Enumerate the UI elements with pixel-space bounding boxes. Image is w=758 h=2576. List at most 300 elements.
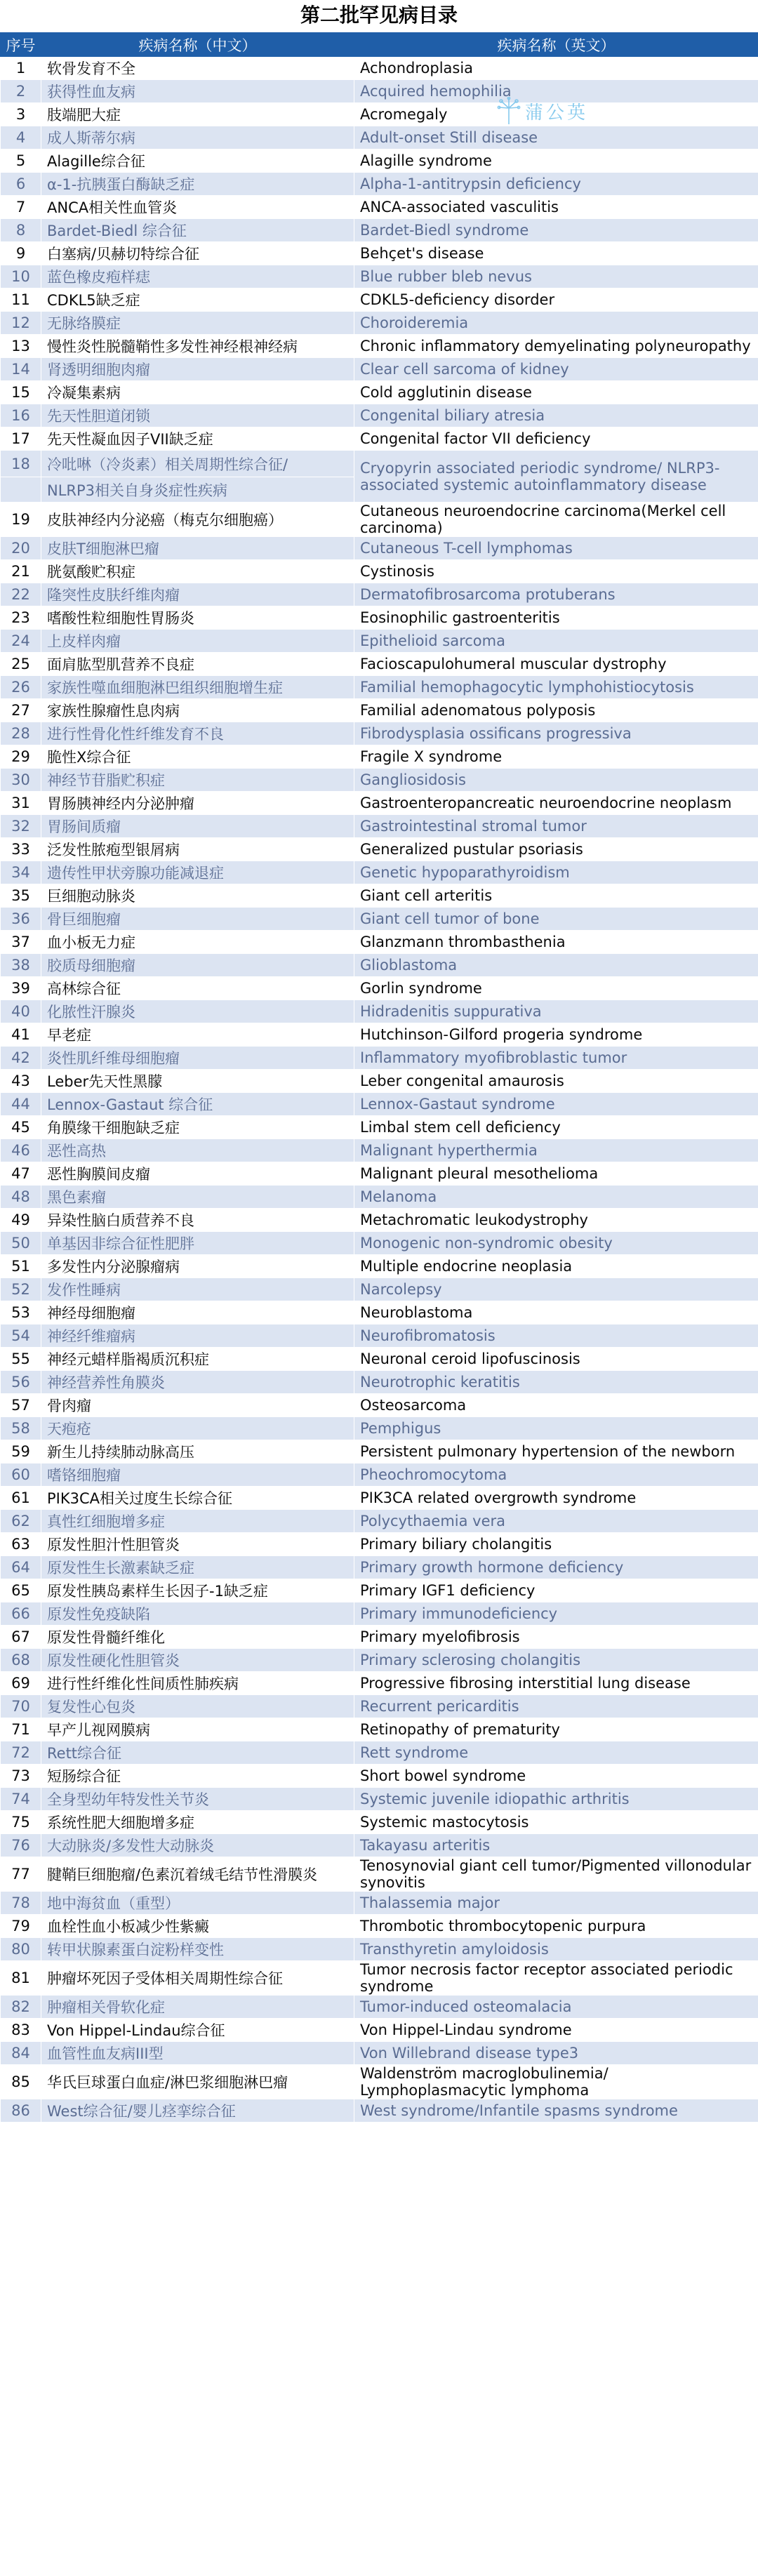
row-number: 56 <box>1 1371 41 1394</box>
row-number: 85 <box>1 2065 41 2099</box>
disease-name-chinese: 地中海贫血（重型） <box>41 1892 354 1915</box>
row-number: 2 <box>1 80 41 103</box>
disease-name-chinese: 恶性高热 <box>41 1139 354 1162</box>
disease-name-english: Glanzmann thrombasthenia <box>354 931 758 954</box>
disease-name-chinese: 胶质母细胞瘤 <box>41 954 354 977</box>
disease-name-chinese: CDKL5缺乏症 <box>41 288 354 312</box>
disease-name-chinese: 腱鞘巨细胞瘤/色素沉着绒毛结节性滑膜炎 <box>41 1857 354 1892</box>
row-number: 41 <box>1 1023 41 1047</box>
row-number: 82 <box>1 1996 41 2019</box>
row-number: 23 <box>1 606 41 630</box>
disease-name-english: Narcolepsy <box>354 1278 758 1301</box>
disease-name-english: Takayasu arteritis <box>354 1834 758 1857</box>
disease-name-english: Gangliosidosis <box>354 769 758 792</box>
table-row <box>1 381 758 404</box>
disease-name-english: Thrombotic thrombocytopenic purpura <box>354 1915 758 1938</box>
table-row <box>1 1186 758 1209</box>
table-row <box>1 1811 758 1834</box>
disease-name-english: Osteosarcoma <box>354 1394 758 1417</box>
table-row <box>1 792 758 815</box>
disease-name-english: Choroideremia <box>354 312 758 335</box>
disease-name-chinese: 脆性X综合征 <box>41 745 354 769</box>
table-row <box>1 1649 758 1672</box>
disease-name-english: Thalassemia major <box>354 1892 758 1915</box>
row-number: 44 <box>1 1093 41 1116</box>
disease-name-chinese: 面肩肱型肌营养不良症 <box>41 653 354 676</box>
row-number: 20 <box>1 537 41 560</box>
row-number: 36 <box>1 908 41 931</box>
disease-name-chinese: 原发性免疫缺陷 <box>41 1602 354 1626</box>
table-body <box>1 57 758 2123</box>
table-row <box>1 1324 758 1348</box>
table-row <box>1 265 758 288</box>
disease-name-english: Facioscapulohumeral muscular dystrophy <box>354 653 758 676</box>
disease-name-english: Dermatofibrosarcoma protuberans <box>354 583 758 606</box>
disease-name-chinese: α-1-抗胰蛋白酶缺乏症 <box>41 173 354 196</box>
disease-name-english: Transthyretin amyloidosis <box>354 1938 758 1961</box>
row-number: 11 <box>1 288 41 312</box>
row-number: 38 <box>1 954 41 977</box>
row-number: 53 <box>1 1301 41 1324</box>
row-number: 19 <box>1 503 41 537</box>
disease-name-chinese: 新生儿持续肺动脉高压 <box>41 1440 354 1463</box>
table-row <box>1 173 758 196</box>
disease-name-english: Multiple endocrine neoplasia <box>354 1255 758 1278</box>
disease-name-english: CDKL5-deficiency disorder <box>354 288 758 312</box>
row-number: 78 <box>1 1892 41 1915</box>
table-row <box>1 219 758 242</box>
table-row <box>1 1487 758 1510</box>
table-row <box>1 1255 758 1278</box>
disease-name-english: Limbal stem cell deficiency <box>354 1116 758 1139</box>
row-number: 54 <box>1 1324 41 1348</box>
table-row <box>1 2042 758 2065</box>
disease-name-chinese-continuation: NLRP3相关自身炎症性疾病 <box>41 477 354 503</box>
disease-name-english: Metachromatic leukodystrophy <box>354 1209 758 1232</box>
disease-name-chinese: Alagille综合征 <box>41 150 354 173</box>
table-row <box>1 1938 758 1961</box>
disease-name-english: Acquired hemophilia <box>354 80 758 103</box>
table-row <box>1 653 758 676</box>
disease-name-chinese: 皮肤神经内分泌癌（梅克尔细胞癌） <box>41 503 354 537</box>
disease-name-chinese: 肢端肥大症 <box>41 103 354 126</box>
disease-name-english: Eosinophilic gastroenteritis <box>354 606 758 630</box>
table-row <box>1 1602 758 1626</box>
disease-name-english: Gastroenteropancreatic neuroendocrine neoplasm <box>354 792 758 815</box>
table-row <box>1 1348 758 1371</box>
disease-name-english: Tenosynovial giant cell tumor/Pigmented villonodular synovitis <box>354 1857 758 1892</box>
disease-name-english: Congenital biliary atresia <box>354 404 758 427</box>
disease-name-english: Giant cell tumor of bone <box>354 908 758 931</box>
disease-name-english: Neuroblastoma <box>354 1301 758 1324</box>
row-number: 66 <box>1 1602 41 1626</box>
row-number: 35 <box>1 884 41 908</box>
table-row <box>1 1765 758 1788</box>
disease-name-english: Monogenic non-syndromic obesity <box>354 1232 758 1255</box>
table-row <box>1 884 758 908</box>
row-number: 73 <box>1 1765 41 1788</box>
table-row <box>1 1695 758 1718</box>
table-row <box>1 1371 758 1394</box>
disease-name-english: Blue rubber bleb nevus <box>354 265 758 288</box>
table-row <box>1 1232 758 1255</box>
table-row <box>1 1892 758 1915</box>
disease-name-chinese: PIK3CA相关过度生长综合征 <box>41 1487 354 1510</box>
table-row <box>1 1463 758 1487</box>
disease-name-chinese: 软骨发育不全 <box>41 57 354 80</box>
table-row <box>1 2099 758 2123</box>
table-row <box>1 288 758 312</box>
row-number: 59 <box>1 1440 41 1463</box>
disease-name-english: Pheochromocytoma <box>354 1463 758 1487</box>
row-number-empty <box>1 477 41 503</box>
disease-name-chinese: 胱氨酸贮积症 <box>41 560 354 583</box>
row-number: 16 <box>1 404 41 427</box>
disease-name-chinese: 华氏巨球蛋白血症/淋巴浆细胞淋巴瘤 <box>41 2065 354 2099</box>
table-row <box>1 1278 758 1301</box>
table-row <box>1 1996 758 2019</box>
table-row <box>1 1579 758 1602</box>
disease-name-english: Malignant hyperthermia <box>354 1139 758 1162</box>
disease-name-english: Giant cell arteritis <box>354 884 758 908</box>
disease-name-english: Melanoma <box>354 1186 758 1209</box>
page-title: 第二批罕见病目录 <box>300 4 458 27</box>
table-row <box>1 150 758 173</box>
row-number: 67 <box>1 1626 41 1649</box>
disease-name-chinese: 原发性胆汁性胆管炎 <box>41 1533 354 1556</box>
disease-name-english: Primary growth hormone deficiency <box>354 1556 758 1579</box>
disease-name-english: Bardet-Biedl syndrome <box>354 219 758 242</box>
disease-name-english: Rett syndrome <box>354 1741 758 1765</box>
disease-name-english: Acromegaly <box>354 103 758 126</box>
row-number: 18 <box>1 451 41 477</box>
disease-name-chinese: 全身型幼年特发性关节炎 <box>41 1788 354 1811</box>
table-row <box>1 699 758 722</box>
disease-name-chinese: 转甲状腺素蛋白淀粉样变性 <box>41 1938 354 1961</box>
row-number: 17 <box>1 427 41 451</box>
disease-name-english: Hutchinson-Gilford progeria syndrome <box>354 1023 758 1047</box>
disease-name-english: Systemic mastocytosis <box>354 1811 758 1834</box>
row-number: 65 <box>1 1579 41 1602</box>
table-row <box>1 1626 758 1649</box>
disease-name-chinese: Leber先天性黑朦 <box>41 1070 354 1093</box>
disease-name-english: Achondroplasia <box>354 57 758 80</box>
disease-name-chinese: 早老症 <box>41 1023 354 1047</box>
disease-name-chinese: 肾透明细胞肉瘤 <box>41 358 354 381</box>
row-number: 48 <box>1 1186 41 1209</box>
row-number: 61 <box>1 1487 41 1510</box>
disease-name-chinese: 肿瘤坏死因子受体相关周期性综合征 <box>41 1961 354 1996</box>
table-row <box>1 2019 758 2042</box>
table-row <box>1 1857 758 1892</box>
row-number: 49 <box>1 1209 41 1232</box>
table-row <box>1 103 758 126</box>
row-number: 86 <box>1 2099 41 2123</box>
row-number: 57 <box>1 1394 41 1417</box>
disease-name-english: Leber congenital amaurosis <box>354 1070 758 1093</box>
disease-name-chinese: 早产儿视网膜病 <box>41 1718 354 1741</box>
disease-name-english: Familial hemophagocytic lymphohistiocytosis <box>354 676 758 699</box>
row-number: 74 <box>1 1788 41 1811</box>
disease-name-chinese: 系统性肥大细胞增多症 <box>41 1811 354 1834</box>
row-number: 75 <box>1 1811 41 1834</box>
disease-name-chinese: 神经纤维瘤病 <box>41 1324 354 1348</box>
disease-name-chinese: 血管性血友病III型 <box>41 2042 354 2065</box>
table-row <box>1 1533 758 1556</box>
row-number: 50 <box>1 1232 41 1255</box>
disease-name-english: Alpha-1-antitrypsin deficiency <box>354 173 758 196</box>
disease-name-english: ANCA-associated vasculitis <box>354 196 758 219</box>
row-number: 6 <box>1 173 41 196</box>
disease-name-chinese: ANCA相关性血管炎 <box>41 196 354 219</box>
disease-name-chinese: Bardet-Biedl 综合征 <box>41 219 354 242</box>
table-row <box>1 1139 758 1162</box>
table-row <box>1 977 758 1000</box>
table-row <box>1 196 758 219</box>
disease-name-chinese: 短肠综合征 <box>41 1765 354 1788</box>
dandelion-icon <box>497 97 521 125</box>
disease-name-chinese: 发作性睡病 <box>41 1278 354 1301</box>
table-row <box>1 242 758 265</box>
table-row <box>1 1961 758 1996</box>
row-number: 22 <box>1 583 41 606</box>
disease-name-chinese: West综合征/婴儿痉挛综合征 <box>41 2099 354 2123</box>
row-number: 76 <box>1 1834 41 1857</box>
row-number: 81 <box>1 1961 41 1996</box>
disease-name-chinese: 冷吡啉（冷炎素）相关周期性综合征/ <box>41 451 354 477</box>
row-number: 32 <box>1 815 41 838</box>
table-row <box>1 1070 758 1093</box>
disease-name-english: Neurotrophic keratitis <box>354 1371 758 1394</box>
disease-name-english: Genetic hypoparathyroidism <box>354 861 758 884</box>
row-number: 4 <box>1 126 41 150</box>
disease-name-chinese: 巨细胞动脉炎 <box>41 884 354 908</box>
row-number: 37 <box>1 931 41 954</box>
table-row <box>1 1116 758 1139</box>
disease-name-english: Epithelioid sarcoma <box>354 630 758 653</box>
table-row <box>1 1440 758 1463</box>
disease-name-chinese: 家族性腺瘤性息肉病 <box>41 699 354 722</box>
table-row <box>1 451 758 477</box>
disease-name-english: Gorlin syndrome <box>354 977 758 1000</box>
table-row <box>1 954 758 977</box>
disease-name-chinese: 真性红细胞增多症 <box>41 1510 354 1533</box>
disease-name-chinese: 黑色素瘤 <box>41 1186 354 1209</box>
table-row <box>1 1510 758 1533</box>
row-number: 72 <box>1 1741 41 1765</box>
disease-name-english: Chronic inflammatory demyelinating polyneuropathy <box>354 335 758 358</box>
disease-name-chinese: 原发性骨髓纤维化 <box>41 1626 354 1649</box>
disease-name-chinese: 胃肠胰神经内分泌肿瘤 <box>41 792 354 815</box>
table-row <box>1 583 758 606</box>
table-row <box>1 537 758 560</box>
table-header-row <box>1 33 758 57</box>
row-number: 27 <box>1 699 41 722</box>
table-row <box>1 1718 758 1741</box>
table-row <box>1 908 758 931</box>
table-row <box>1 1834 758 1857</box>
disease-name-chinese: 天疱疮 <box>41 1417 354 1440</box>
disease-name-english: Short bowel syndrome <box>354 1765 758 1788</box>
row-number: 84 <box>1 2042 41 2065</box>
disease-name-english: Persistent pulmonary hypertension of the newborn <box>354 1440 758 1463</box>
row-number: 60 <box>1 1463 41 1487</box>
row-number: 51 <box>1 1255 41 1278</box>
row-number: 33 <box>1 838 41 861</box>
row-number: 28 <box>1 722 41 745</box>
disease-name-chinese: Rett综合征 <box>41 1741 354 1765</box>
disease-name-chinese: 原发性胰岛素样生长因子-1缺乏症 <box>41 1579 354 1602</box>
disease-name-english: Alagille syndrome <box>354 150 758 173</box>
disease-name-english: Behçet's disease <box>354 242 758 265</box>
disease-name-english: Systemic juvenile idiopathic arthritis <box>354 1788 758 1811</box>
disease-name-english: Malignant pleural mesothelioma <box>354 1162 758 1186</box>
row-number: 25 <box>1 653 41 676</box>
disease-name-chinese: 嗜酸性粒细胞性胃肠炎 <box>41 606 354 630</box>
table-row <box>1 1556 758 1579</box>
disease-name-english: Von Hippel-Lindau syndrome <box>354 2019 758 2042</box>
row-number: 64 <box>1 1556 41 1579</box>
disease-name-english: Cryopyrin associated periodic syndrome/ NLRP3-associated systemic autoinflammatory disease <box>354 451 758 503</box>
disease-name-chinese: 恶性胸膜间皮瘤 <box>41 1162 354 1186</box>
disease-name-chinese: 获得性血友病 <box>41 80 354 103</box>
disease-name-chinese: Lennox-Gastaut 综合征 <box>41 1093 354 1116</box>
row-number: 5 <box>1 150 41 173</box>
row-number: 7 <box>1 196 41 219</box>
table-row <box>1 1788 758 1811</box>
row-number: 26 <box>1 676 41 699</box>
disease-name-chinese: 胃肠间质瘤 <box>41 815 354 838</box>
disease-name-chinese: 成人斯蒂尔病 <box>41 126 354 150</box>
row-number: 62 <box>1 1510 41 1533</box>
row-number: 52 <box>1 1278 41 1301</box>
table-row <box>1 838 758 861</box>
table-row <box>1 404 758 427</box>
disease-name-chinese: 神经母细胞瘤 <box>41 1301 354 1324</box>
disease-name-chinese: 先天性胆道闭锁 <box>41 404 354 427</box>
disease-name-english: Primary IGF1 deficiency <box>354 1579 758 1602</box>
header-chinese-name: 疾病名称（中文） <box>41 33 354 57</box>
disease-name-english: Fibrodysplasia ossificans progressiva <box>354 722 758 745</box>
row-number: 42 <box>1 1047 41 1070</box>
disease-name-english: Recurrent pericarditis <box>354 1695 758 1718</box>
row-number: 45 <box>1 1116 41 1139</box>
row-number: 47 <box>1 1162 41 1186</box>
disease-name-chinese: 进行性纤维化性间质性肺疾病 <box>41 1672 354 1695</box>
disease-name-english: Fragile X syndrome <box>354 745 758 769</box>
disease-name-english: Cold agglutinin disease <box>354 381 758 404</box>
row-number: 29 <box>1 745 41 769</box>
disease-name-english: Adult-onset Still disease <box>354 126 758 150</box>
disease-name-english: Von Willebrand disease type3 <box>354 2042 758 2065</box>
disease-name-chinese: 单基因非综合征性肥胖 <box>41 1232 354 1255</box>
disease-name-chinese: 多发性内分泌腺瘤病 <box>41 1255 354 1278</box>
watermark-text: 蒲公英 <box>525 102 589 124</box>
table-row <box>1 358 758 381</box>
row-number: 55 <box>1 1348 41 1371</box>
disease-name-chinese: 冷凝集素病 <box>41 381 354 404</box>
disease-name-english: Polycythaemia vera <box>354 1510 758 1533</box>
row-number: 71 <box>1 1718 41 1741</box>
disease-name-chinese: 血栓性血小板减少性紫癜 <box>41 1915 354 1938</box>
header-english-name: 疾病名称（英文） <box>354 33 758 57</box>
disease-name-english: Pemphigus <box>354 1417 758 1440</box>
table-row <box>1 769 758 792</box>
row-number: 79 <box>1 1915 41 1938</box>
disease-name-english: Cutaneous neuroendocrine carcinoma(Merkel cell carcinoma) <box>354 503 758 537</box>
table-row <box>1 1301 758 1324</box>
disease-name-chinese: 家族性噬血细胞淋巴组织细胞增生症 <box>41 676 354 699</box>
disease-name-english: Lennox-Gastaut syndrome <box>354 1093 758 1116</box>
table-row <box>1 2065 758 2099</box>
row-number: 39 <box>1 977 41 1000</box>
disease-name-english: West syndrome/Infantile spasms syndrome <box>354 2099 758 2123</box>
table-row <box>1 815 758 838</box>
table-row <box>1 1093 758 1116</box>
disease-name-chinese: 炎性肌纤维母细胞瘤 <box>41 1047 354 1070</box>
row-number: 40 <box>1 1000 41 1023</box>
table-row <box>1 126 758 150</box>
table-row <box>1 57 758 80</box>
disease-name-english: Neuronal ceroid lipofuscinosis <box>354 1348 758 1371</box>
disease-name-chinese: 泛发性脓疱型银屑病 <box>41 838 354 861</box>
disease-name-chinese: 大动脉炎/多发性大动脉炎 <box>41 1834 354 1857</box>
disease-name-english: Congenital factor VII deficiency <box>354 427 758 451</box>
row-number: 77 <box>1 1857 41 1892</box>
table-row <box>1 606 758 630</box>
table-row <box>1 1023 758 1047</box>
row-number: 43 <box>1 1070 41 1093</box>
disease-name-chinese: 高林综合征 <box>41 977 354 1000</box>
disease-name-english: Tumor necrosis factor receptor associated periodic syndrome <box>354 1961 758 1996</box>
disease-name-chinese: 慢性炎性脱髓鞘性多发性神经根神经病 <box>41 335 354 358</box>
disease-name-chinese: 遗传性甲状旁腺功能减退症 <box>41 861 354 884</box>
disease-name-chinese: 异染性脑白质营养不良 <box>41 1209 354 1232</box>
disease-name-english: Familial adenomatous polyposis <box>354 699 758 722</box>
row-number: 8 <box>1 219 41 242</box>
table-row <box>1 335 758 358</box>
disease-name-english: Generalized pustular psoriasis <box>354 838 758 861</box>
table-row <box>1 1000 758 1023</box>
row-number: 80 <box>1 1938 41 1961</box>
disease-name-chinese: 骨巨细胞瘤 <box>41 908 354 931</box>
table-row <box>1 861 758 884</box>
row-number: 34 <box>1 861 41 884</box>
disease-name-english: Primary biliary cholangitis <box>354 1533 758 1556</box>
row-number: 30 <box>1 769 41 792</box>
table-row <box>1 722 758 745</box>
row-number: 31 <box>1 792 41 815</box>
table-row <box>1 1209 758 1232</box>
row-number: 70 <box>1 1695 41 1718</box>
table-row <box>1 931 758 954</box>
disease-name-chinese: 神经元蜡样脂褐质沉积症 <box>41 1348 354 1371</box>
table-row <box>1 560 758 583</box>
disease-name-english: Retinopathy of prematurity <box>354 1718 758 1741</box>
disease-name-chinese: Von Hippel-Lindau综合征 <box>41 2019 354 2042</box>
table-row <box>1 1394 758 1417</box>
table-row <box>1 312 758 335</box>
row-number: 1 <box>1 57 41 80</box>
table-row <box>1 1162 758 1186</box>
disease-name-chinese: 蓝色橡皮疱样痣 <box>41 265 354 288</box>
disease-name-english: Primary myelofibrosis <box>354 1626 758 1649</box>
disease-name-chinese: 白塞病/贝赫切特综合征 <box>41 242 354 265</box>
disease-name-english: Neurofibromatosis <box>354 1324 758 1348</box>
row-number: 21 <box>1 560 41 583</box>
disease-name-chinese: 进行性骨化性纤维发育不良 <box>41 722 354 745</box>
disease-name-chinese: 嗜铬细胞瘤 <box>41 1463 354 1487</box>
